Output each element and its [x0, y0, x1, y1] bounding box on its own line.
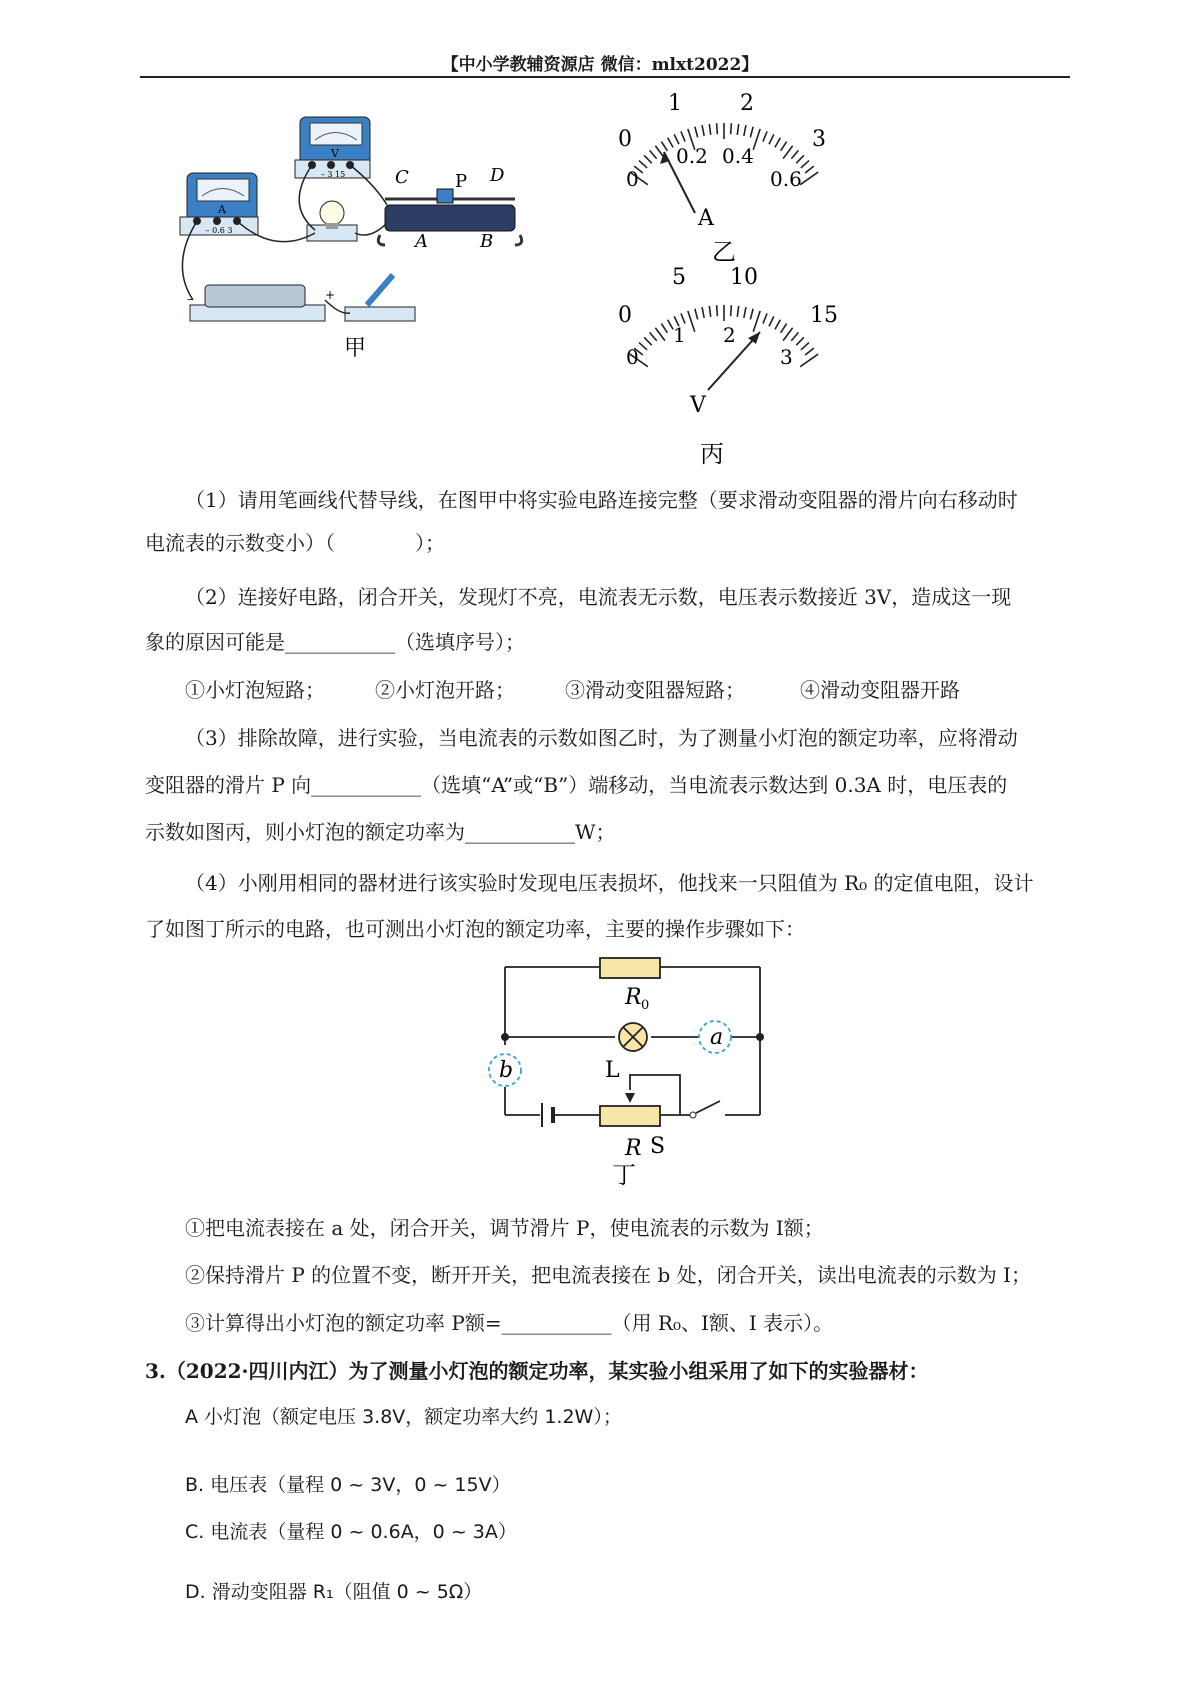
voltmeter-top-2: 10 — [730, 265, 758, 290]
voltmeter-unit: V — [690, 393, 706, 418]
dial-tick — [796, 337, 804, 345]
q4-step2: ②保持滑片 P 的位置不变，断开开关，把电流表接在 b 处，闭合开关，读出电流表的示数为 I； — [185, 1263, 1031, 1287]
dial-tick — [688, 311, 695, 332]
dial-tick — [781, 142, 787, 151]
dial-tick — [695, 127, 698, 138]
ammeter-top-2: 2 — [740, 91, 754, 116]
label-S: S — [650, 1134, 666, 1159]
caption-bing: 丙 — [700, 440, 724, 468]
ammeter-bottom-3: 0.6 — [770, 167, 802, 191]
ammeter-bottom-2: 0.4 — [722, 144, 754, 168]
ammeter-top-3: 3 — [812, 127, 826, 152]
label-B: B — [480, 231, 494, 252]
dial-tick — [744, 307, 746, 318]
dial-tick — [753, 311, 760, 332]
problem3-title: 3.（2022·四川内江）为了测量小灯泡的额定功率，某实验小组采用了如下的实验器材： — [145, 1359, 929, 1383]
label-P: P — [455, 171, 468, 192]
dial-tick — [769, 134, 774, 144]
problem3-item-b: B. 电压表（量程 0 ~ 3V，0 ~ 15V） — [185, 1474, 511, 1496]
dial-tick — [695, 309, 698, 320]
dial-tick — [650, 150, 657, 158]
dial-tick — [639, 161, 647, 168]
figure-jia — [175, 105, 555, 399]
dial-tick — [702, 307, 704, 318]
label-L: L — [605, 1058, 620, 1083]
voltmeter-bottom-0: 0 — [626, 345, 639, 369]
voltmeter-top-0: 0 — [618, 303, 632, 328]
dial-tick — [769, 316, 774, 326]
switch — [345, 275, 415, 321]
q3-line1: （3）排除故障，进行实验，当电流表的示数如图乙时，为了测量小灯泡的额定功率，应将滑动 — [185, 726, 1018, 750]
ammeter-top-0: 0 — [618, 127, 632, 152]
dial-tick — [750, 309, 753, 320]
dial-tick — [661, 324, 667, 333]
caption-ding: 丁 — [612, 1161, 636, 1189]
dial-tick — [805, 166, 814, 173]
problem3-item-d: D. 滑动变阻器 R₁（阻值 0 ~ 5Ω） — [185, 1581, 483, 1603]
rheostat-R — [600, 1106, 660, 1126]
figure-bing — [620, 262, 880, 476]
q3-line2: 变阻器的滑片 P 向___________（选填“A”或“B”）端移动，当电流表示数达到 0.3A 时，电压表的 — [145, 773, 1008, 797]
battery-minus: – — [187, 292, 193, 306]
q2-option-3: ③滑动变阻器短路； — [565, 678, 745, 702]
dial-tick — [674, 134, 679, 144]
voltmeter-letter: V — [331, 147, 339, 160]
q1-line2: 电流表的示数变小）（ ）； — [145, 531, 445, 555]
label-D: D — [490, 165, 505, 186]
q2-option-4: ④滑动变阻器开路 — [800, 678, 960, 702]
dial-tick — [650, 332, 657, 340]
label-b: b — [499, 1058, 514, 1083]
dial-tick — [783, 146, 793, 159]
label-R0-sub: 0 — [641, 998, 650, 1013]
voltmeter-bottom-1: 1 — [673, 323, 686, 347]
resistor-R0 — [600, 958, 660, 978]
ammeter-unit: A — [698, 206, 714, 231]
dial-tick — [791, 150, 798, 158]
q2-line2: 象的原因可能是___________（选填序号）； — [145, 630, 525, 654]
dial-tick — [783, 328, 793, 341]
dial-tick — [717, 123, 718, 134]
dial-tick — [737, 124, 738, 135]
ammeter-terminals: – 0.6 3 — [205, 226, 233, 235]
page-header: 【中小学教辅资源店 微信：mlxt2022】 — [441, 55, 759, 75]
header-rule — [140, 76, 1070, 78]
light-bulb — [307, 201, 357, 241]
label-C: C — [395, 167, 409, 188]
dial-tick — [661, 142, 667, 151]
dial-tick — [731, 305, 732, 316]
dial-tick — [763, 131, 767, 141]
dial-tick — [805, 348, 814, 355]
dial-tick — [775, 320, 780, 330]
label-a: a — [710, 1025, 724, 1050]
ammeter-bottom-1: 0.2 — [676, 144, 708, 168]
q2-options — [185, 674, 960, 703]
figure-ding — [465, 955, 785, 1199]
q2-option-1: ①小灯泡短路； — [185, 678, 325, 702]
dial-tick — [800, 354, 818, 367]
voltmeter-bottom-3: 3 — [780, 345, 793, 369]
dial-tick — [731, 123, 732, 134]
dial-tick — [744, 125, 746, 136]
q2-option-2: ②小灯泡开路； — [375, 678, 515, 702]
dial-tick — [763, 313, 767, 323]
voltmeter-top-1: 5 — [672, 265, 686, 290]
dial-tick — [644, 337, 652, 345]
dial-tick — [775, 138, 780, 148]
dial-tick — [644, 155, 652, 163]
dial-tick — [709, 124, 710, 135]
dial-tick — [750, 127, 753, 138]
dial-tick — [753, 129, 760, 150]
dial-tick — [801, 343, 809, 350]
rheostat — [378, 165, 521, 252]
dial-tick — [781, 324, 787, 333]
ammeter-bottom-0: 0 — [626, 167, 639, 191]
dial-tick — [709, 306, 710, 317]
battery-plus: + — [325, 288, 336, 302]
dial-tick — [681, 131, 685, 141]
ammeter — [180, 173, 258, 235]
voltmeter — [295, 117, 370, 179]
ammeter-letter: A — [218, 203, 226, 216]
voltmeter-top-3: 15 — [810, 303, 838, 328]
dial-tick — [801, 161, 809, 168]
battery — [187, 285, 335, 321]
q4-line1: （4）小刚用相同的器材进行该实验时发现电压表损坏，他找来一只阻值为 R₀ 的定值电阻，设计 — [185, 871, 1034, 895]
dial-tick — [791, 332, 798, 340]
q1-line1: （1）请用笔画线代替导线，在图甲中将实验电路连接完整（要求滑动变阻器的滑片向右移动时 — [185, 488, 1018, 512]
voltmeter-terminals: – 3 15 — [320, 170, 346, 179]
dial-tick — [717, 305, 718, 316]
q2-line1: （2）连接好电路，闭合开关，发现灯不亮，电流表无示数，电压表示数接近 3V，造成这一现 — [185, 585, 1012, 609]
q4-line2: 了如图丁所示的电路，也可测出小灯泡的额定功率，主要的操作步骤如下： — [145, 917, 805, 941]
dial-tick — [668, 138, 673, 148]
dial-tick — [655, 328, 665, 341]
dial-tick — [737, 306, 738, 317]
caption-jia: 甲 — [343, 336, 367, 361]
caption-yi: 乙 — [712, 238, 736, 266]
dial-tick — [796, 155, 804, 163]
dial-tick — [702, 125, 704, 136]
problem3-item-c: C. 电流表（量程 0 ~ 0.6A，0 ~ 3A） — [185, 1521, 517, 1543]
q4-step1: ①把电流表接在 a 处，闭合开关，调节滑片 P，使电流表的示数为 I额； — [185, 1216, 824, 1240]
dial-tick — [639, 343, 647, 350]
label-A: A — [415, 231, 428, 252]
dial-tick — [800, 172, 818, 185]
label-R0: R — [625, 985, 642, 1010]
voltmeter-bottom-2: 2 — [723, 323, 736, 347]
problem3-item-a: A 小灯泡（额定电压 3.8V，额定功率大约 1.2W）； — [185, 1406, 622, 1428]
ammeter-top-1: 1 — [668, 91, 682, 116]
label-R: R — [625, 1136, 642, 1161]
figure-yi — [620, 88, 880, 272]
q3-line3: 示数如图丙，则小灯泡的额定功率为___________W； — [145, 820, 616, 844]
q4-step3: ③计算得出小灯泡的额定功率 P额=___________（用 R₀、I额、I 表示）。 — [185, 1311, 834, 1335]
